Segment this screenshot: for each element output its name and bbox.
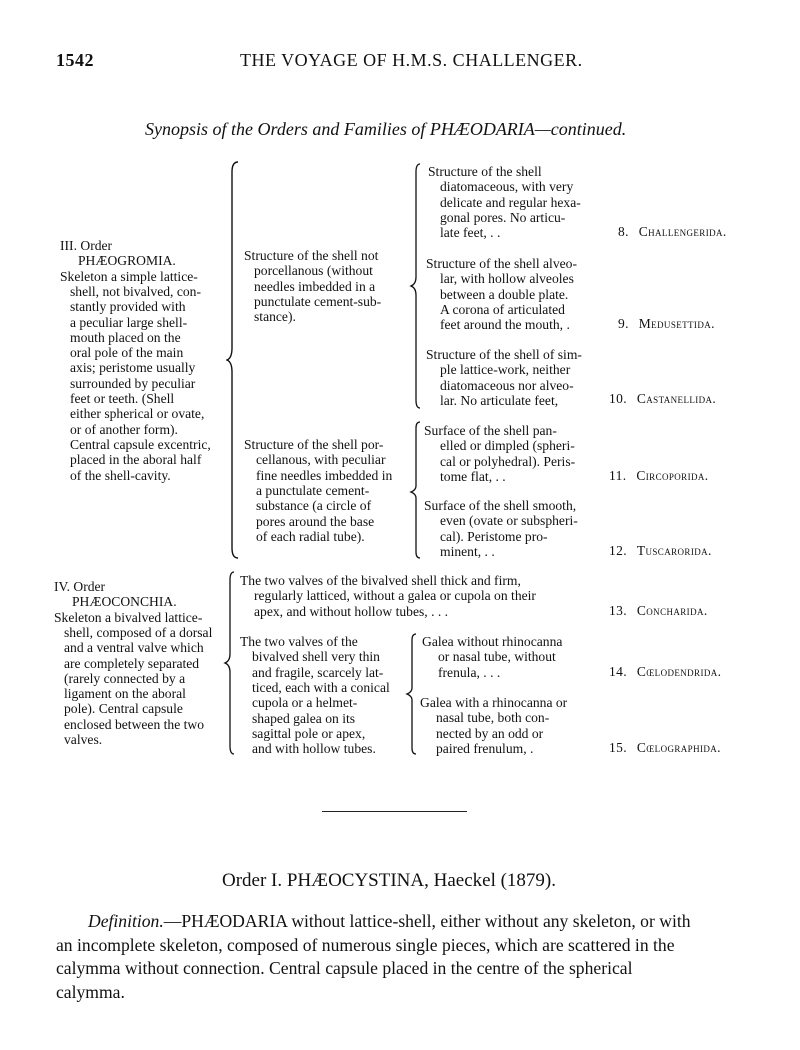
group-b-line-3: a punctulate cement- [256, 482, 370, 498]
group-c-line-1: bivalved shell very thin [252, 649, 380, 665]
group-c-line-6: sagittal pole or apex, [252, 725, 366, 741]
fam12-line-2: cal). Peristome pro- [440, 528, 548, 544]
order3-line-11: either spherical or ovate, [70, 406, 205, 422]
family-14-name: Cœlodendrida. [636, 664, 722, 679]
fam10-line-3: lar. No articulate feet, [440, 392, 559, 408]
order4-line-10: valves. [64, 732, 103, 747]
order4-brace [222, 570, 238, 756]
fam15-line-0: Galea with a rhinocanna or [420, 695, 568, 710]
order3-line-14: placed in the aboral half [70, 452, 202, 468]
fam13-line-0: The two valves of the bivalved shell thick and firm, [240, 573, 521, 588]
group-c-line-4: cupola or a helmet- [252, 695, 358, 711]
group-b-line-4: substance (a circle of [256, 498, 372, 514]
definition-line-0-text: —PHÆODARIA without lattice-shell, either without any skeleton, or with [163, 911, 691, 931]
family-15-name: Cœlographida. [636, 740, 721, 755]
group-a-line-4: stance). [254, 309, 296, 325]
group-c-line-2: and fragile, scarcely lat- [252, 664, 384, 680]
group-c-line-7: and with hollow tubes. [252, 741, 376, 757]
group-a-line-2: needles imbedded in a [254, 278, 376, 294]
fam10-line-0: Structure of the shell of sim- [426, 347, 582, 362]
group-c-line-5: shaped galea on its [252, 710, 356, 726]
family-15-number: 15. [609, 740, 628, 755]
fam12-line-3: minent, . . [440, 543, 495, 559]
order3-line-0: III. Order [60, 238, 113, 253]
family-13 [609, 603, 708, 619]
section-divider [322, 811, 467, 812]
fam15-line-2: nected by an odd or [436, 725, 544, 741]
order4-line-5: are completely separated [64, 655, 200, 671]
group-a-line-0: Structure of the shell not [244, 248, 379, 263]
family-12-number: 12. [609, 543, 628, 558]
fam14-line-1: or nasal tube, without [438, 649, 556, 665]
fam11-line-1: elled or dimpled (spheri- [440, 438, 575, 454]
family-10-number: 10. [609, 391, 628, 406]
fam11-line-3: tome flat, . . [440, 468, 506, 484]
order3-line-8: axis; peristome usually [70, 360, 196, 376]
order4-line-7: ligament on the aboral [64, 686, 186, 702]
order-heading: Order I. PHÆOCYSTINA, Haeckel (1879). [222, 870, 557, 891]
group-a-line-1: porcellanous (without [254, 263, 373, 279]
order4-line-4: and a ventral valve which [64, 640, 204, 656]
fam9-line-4: feet around the mouth, . [440, 317, 570, 333]
order3-brace [226, 160, 242, 560]
family-10 [609, 391, 716, 407]
group-a-line-3: punctulate cement-sub- [254, 293, 382, 309]
family-8 [618, 224, 727, 240]
fam13-line-2: apex, and without hollow tubes, . . . [254, 603, 449, 619]
fam8-line-4: late feet, . . [440, 225, 501, 241]
order3-line-9: surrounded by peculiar [70, 375, 196, 391]
fam12-line-1: even (ovate or subspheri- [440, 513, 578, 529]
family-8-name: Challengerida. [638, 224, 727, 239]
running-title: THE VOYAGE OF H.M.S. CHALLENGER. [240, 50, 583, 70]
fam10-line-1: ple lattice-work, neither [440, 362, 571, 378]
group-a-brace [408, 162, 424, 412]
fam15-line-1: nasal tube, both con- [436, 710, 550, 726]
fam10-line-2: diatomaceous nor alveo- [440, 377, 574, 393]
family-13-name: Concharida. [636, 603, 708, 618]
fam14-line-0: Galea without rhinocanna [422, 634, 563, 649]
fam14-line-2: frenula, . . . [438, 664, 501, 680]
fam9-line-1: lar, with hollow alveoles [440, 271, 574, 287]
fam8-line-3: gonal pores. No articu- [440, 209, 566, 225]
order3-line-15: of the shell-cavity. [70, 467, 171, 483]
family-10-name: Castanellida. [636, 391, 717, 406]
fam8-line-0: Structure of the shell [428, 164, 542, 179]
group-c-line-3: ticed, each with a conical [252, 679, 390, 695]
family-9 [618, 316, 715, 332]
fam9-line-0: Structure of the shell alveo- [426, 256, 577, 271]
family-9-name: Medusettida. [638, 316, 715, 331]
order3-line-5: a peculiar large shell- [70, 314, 188, 330]
family-8-number: 8. [618, 224, 629, 239]
fam15-line-3: paired frenulum, . [436, 740, 534, 756]
definition-line-1: an incomplete skeleton, composed of numerous single pieces, which are scattered in the [56, 934, 675, 955]
fam13-line-1: regularly latticed, without a galea or cupola on their [254, 588, 536, 604]
family-13-number: 13. [609, 603, 628, 618]
family-11-name: Circoporida. [636, 468, 709, 483]
family-11 [609, 468, 709, 484]
fam11-line-2: cal or polyhedral). Peris- [440, 453, 576, 469]
group-c-brace [404, 632, 420, 756]
order3-line-6: mouth placed on the [70, 329, 181, 345]
group-c-line-0: The two valves of the [240, 634, 358, 649]
family-9-number: 9. [618, 316, 629, 331]
fam12-line-0: Surface of the shell smooth, [424, 498, 577, 513]
fam8-line-1: diatomaceous, with very [440, 179, 574, 195]
order3-line-10: feet or teeth. (Shell [70, 391, 175, 406]
order3-line-3: shell, not bivalved, con- [70, 283, 201, 299]
group-b-line-6: of each radial tube). [256, 528, 365, 544]
fam8-line-2: delicate and regular hexa- [440, 194, 581, 210]
family-12 [609, 543, 712, 559]
page-number: 1542 [56, 50, 94, 70]
order4-line-6: (rarely connected by a [64, 670, 186, 686]
order3-line-4: stantly provided with [70, 299, 186, 315]
definition-line-3: calymma. [56, 981, 125, 1002]
family-15 [609, 740, 721, 756]
order3-line-1: PHÆOGROMIA. [78, 253, 176, 269]
order3-line-2: Skeleton a simple lattice- [60, 268, 198, 284]
synopsis-title: Synopsis of the Orders and Families of PHÆODARIA—continued. [145, 119, 627, 139]
family-12-name: Tuscarorida. [636, 543, 712, 558]
order4-line-0: IV. Order [54, 579, 106, 594]
definition-label: Definition. [88, 911, 164, 931]
order4-line-2: Skeleton a bivalved lattice- [54, 609, 203, 625]
family-14-number: 14. [609, 664, 628, 679]
group-b-line-2: fine needles imbedded in [256, 467, 393, 483]
order4-line-9: enclosed between the two [64, 716, 205, 732]
family-14 [609, 664, 721, 680]
order3-line-12: or of another form). [70, 421, 178, 437]
fam9-line-3: A corona of articulated [440, 301, 565, 317]
group-b-brace [408, 420, 424, 560]
family-11-number: 11. [609, 468, 627, 483]
order4-line-3: shell, composed of a dorsal [64, 624, 213, 640]
fam11-line-0: Surface of the shell pan- [424, 423, 557, 438]
group-b-line-1: cellanous, with peculiar [256, 452, 386, 468]
group-b-line-5: pores around the base [256, 513, 375, 529]
order4-line-1: PHÆOCONCHIA. [72, 594, 177, 610]
order4-line-8: pole). Central capsule [64, 701, 183, 717]
definition-line-2: calymma without connection. Central capsule placed in the centre of the spherical [56, 958, 633, 978]
group-b-line-0: Structure of the shell por- [244, 437, 384, 452]
definition-line-0 [88, 910, 691, 934]
order3-line-7: oral pole of the main [70, 345, 184, 361]
order3-line-13: Central capsule excentric, [70, 436, 211, 452]
fam9-line-2: between a double plate. [440, 286, 569, 302]
